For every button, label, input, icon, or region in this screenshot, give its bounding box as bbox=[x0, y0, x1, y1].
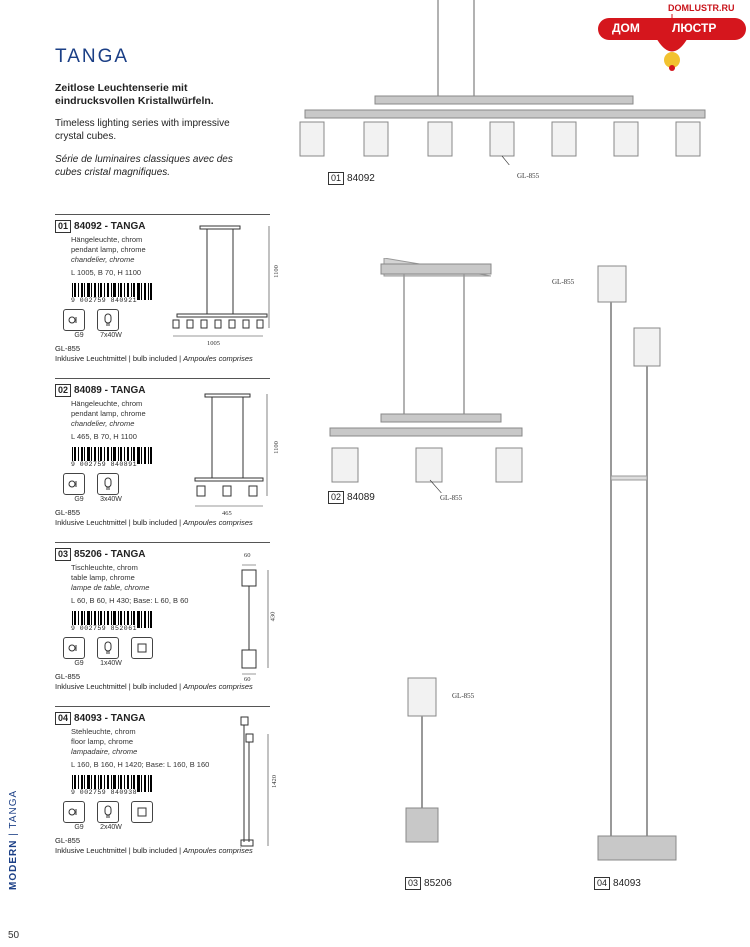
dimensions: L 160, B 160, H 1420; Base: L 160, B 160 bbox=[71, 760, 210, 769]
product-entry-84093: 04 84093 - TANGA Stehleuchte, chrom floor lamp, chrome lampadaire, chrome L 160, B 160, H 1420; Base: L 160, B 160 9 002759 840938 G9 2x40W GL-855 Inklusive Leuchtmittel | bulb included | Ampoules comprises bbox=[55, 712, 270, 855]
photo-number: 02 bbox=[328, 491, 344, 504]
side-label: MODERN | TANGA bbox=[8, 789, 19, 890]
page-title: TANGA bbox=[55, 46, 130, 67]
bulb-included-fr: Ampoules comprises bbox=[183, 354, 253, 363]
bulb-included-en: bulb included bbox=[132, 682, 178, 691]
photo-84093-floor-lamp bbox=[580, 262, 680, 872]
photo-article: 84092 bbox=[347, 173, 375, 184]
g9-socket-icon bbox=[63, 637, 85, 659]
desc-fr: chandelier, chrome bbox=[71, 419, 135, 428]
photo-84089-label bbox=[328, 491, 375, 504]
glass-code: GL-855 bbox=[55, 672, 81, 681]
bulb-included-de: Inklusive Leuchtmittel bbox=[55, 518, 127, 527]
barcode bbox=[71, 447, 153, 467]
photo-85206-table-lamp bbox=[400, 672, 450, 872]
product-number: 02 bbox=[55, 384, 71, 397]
desc-de: Hängeleuchte, chrom bbox=[71, 235, 143, 244]
dim-width: 1005 bbox=[207, 340, 220, 347]
photo-number: 01 bbox=[328, 172, 344, 185]
glass-code: GL-855 bbox=[55, 836, 81, 845]
photo-number: 03 bbox=[405, 877, 421, 890]
bulb-icon bbox=[97, 637, 119, 659]
dimensions: L 60, B 60, H 430; Base: L 60, B 60 bbox=[71, 596, 189, 605]
barcode bbox=[71, 611, 153, 631]
barcode bbox=[71, 775, 153, 795]
socket-label: G9 bbox=[74, 824, 84, 831]
desc-fr: chandelier, chrome bbox=[71, 255, 135, 264]
photo-85206-callout: GL-855 bbox=[452, 692, 475, 700]
photo-article: 85206 bbox=[424, 878, 452, 889]
desc-en: floor lamp, chrome bbox=[71, 737, 134, 746]
page-number: 50 bbox=[8, 930, 20, 941]
desc-en: pendant lamp, chrome bbox=[71, 409, 146, 418]
photo-84093-label bbox=[594, 877, 641, 890]
side-label-series: TANGA bbox=[8, 789, 19, 829]
dimensions: L 465, B 70, H 1100 bbox=[71, 432, 137, 441]
dim-width: 60 bbox=[244, 676, 251, 683]
g9-socket-icon bbox=[63, 801, 85, 823]
photo-84092-pendant bbox=[290, 0, 710, 165]
dim-height: 430 bbox=[269, 611, 277, 622]
bulb-icon bbox=[97, 309, 119, 331]
wattage-label: 3x40W bbox=[100, 496, 122, 503]
wattage-label: 2x40W bbox=[100, 824, 122, 831]
bulb-icon bbox=[97, 801, 119, 823]
divider bbox=[55, 378, 270, 379]
glass-code: GL-855 bbox=[55, 344, 81, 353]
desc-de: Tischleuchte, chrom bbox=[71, 563, 138, 572]
product-title: 84092 - TANGA bbox=[74, 221, 146, 232]
wattage-label: 7x40W bbox=[100, 332, 122, 339]
divider bbox=[55, 706, 270, 707]
photo-84089-pendant bbox=[326, 258, 526, 493]
desc-de: Stehleuchte, chrom bbox=[71, 727, 136, 736]
socket-label: G9 bbox=[74, 496, 84, 503]
desc-de: Hängeleuchte, chrom bbox=[71, 399, 143, 408]
photo-84092-callout: GL-855 bbox=[517, 172, 540, 180]
photo-84093-callout: GL-855 bbox=[552, 278, 575, 286]
side-label-category: MODERN bbox=[8, 839, 19, 890]
product-number: 03 bbox=[55, 548, 71, 561]
drawing-84093 bbox=[236, 714, 276, 854]
bulb-icon bbox=[97, 473, 119, 495]
drawing-85206 bbox=[232, 562, 276, 682]
divider bbox=[55, 542, 270, 543]
bulb-included-de: Inklusive Leuchtmittel bbox=[55, 846, 127, 855]
dim-height: 1420 bbox=[271, 775, 278, 788]
photo-84089-callout: GL-855 bbox=[440, 494, 463, 502]
product-number: 01 bbox=[55, 220, 71, 233]
photo-number: 04 bbox=[594, 877, 610, 890]
barcode bbox=[71, 283, 153, 303]
desc-fr: lampadaire, chrome bbox=[71, 747, 138, 756]
dim-height: 1100 bbox=[272, 441, 280, 454]
intro-french: Série de luminaires classiques avec des cubes cristal magnifiques. bbox=[55, 154, 233, 178]
desc-en: table lamp, chrome bbox=[71, 573, 135, 582]
photo-article: 84089 bbox=[347, 492, 375, 503]
g9-socket-icon bbox=[63, 309, 85, 331]
socket-label: G9 bbox=[74, 332, 84, 339]
bulb-included-en: bulb included bbox=[132, 518, 178, 527]
intro-english: Timeless lighting series with impressive crystal cubes. bbox=[55, 118, 230, 142]
divider bbox=[55, 214, 270, 215]
product-number: 04 bbox=[55, 712, 71, 725]
logo-text-left: ДОМ bbox=[612, 21, 640, 35]
bulb-included-de: Inklusive Leuchtmittel bbox=[55, 682, 127, 691]
product-title: 85206 - TANGA bbox=[74, 549, 146, 560]
socket-label: G9 bbox=[74, 660, 84, 667]
desc-en: pendant lamp, chrome bbox=[71, 245, 146, 254]
barcode-number: 9 002759 840921 bbox=[71, 297, 138, 304]
intro-german: Zeitlose Leuchtenserie mit eindrucksvollen Kristallwürfeln. bbox=[55, 82, 214, 107]
barcode-number: 9 002759 840938 bbox=[71, 789, 138, 796]
drawing-84089 bbox=[185, 386, 275, 514]
photo-85206-label bbox=[405, 877, 452, 890]
glass-code: GL-855 bbox=[55, 508, 81, 517]
logo-url: DOMLUSTR.RU bbox=[668, 3, 735, 13]
photo-article: 84093 bbox=[613, 878, 641, 889]
product-title: 84089 - TANGA bbox=[74, 385, 146, 396]
protection-class-icon bbox=[131, 801, 153, 823]
g9-socket-icon bbox=[63, 473, 85, 495]
bulb-included-en: bulb included bbox=[132, 846, 178, 855]
bulb-included-fr: Ampoules comprises bbox=[183, 518, 253, 527]
product-entry-84089: 02 84089 - TANGA Hängeleuchte, chrom pendant lamp, chrome chandelier, chrome L 465, B 70, H 1100 9 002759 840891 G9 3x40W GL-855 Inklusive Leuchtmittel | bulb included | Ampoules comprises bbox=[55, 384, 270, 527]
desc-fr: lampe de table, chrome bbox=[71, 583, 150, 592]
barcode-number: 9 002759 840891 bbox=[71, 461, 138, 468]
dim-top: 60 bbox=[244, 552, 251, 559]
product-title: 84093 - TANGA bbox=[74, 713, 146, 724]
bulb-included-fr: Ampoules comprises bbox=[183, 682, 253, 691]
drawing-84092 bbox=[165, 222, 275, 350]
dim-height: 1100 bbox=[272, 265, 280, 278]
dim-width: 465 bbox=[222, 510, 232, 517]
dimensions: L 1005, B 70, H 1100 bbox=[71, 268, 142, 277]
logo-text-right: ЛЮСТР bbox=[672, 21, 717, 35]
bulb-included-de: Inklusive Leuchtmittel bbox=[55, 354, 127, 363]
bulb-included-fr: Ampoules comprises bbox=[183, 846, 253, 855]
wattage-label: 1x40W bbox=[100, 660, 122, 667]
product-entry-85206: 03 85206 - TANGA Tischleuchte, chrom table lamp, chrome lampe de table, chrome L 60, B 60, H 430; Base: L 60, B 60 9 002759 852061 G9 1x40W GL-855 Inklusive Leuchtmittel | bulb included | Ampoules comprises bbox=[55, 548, 270, 691]
barcode-number: 9 002759 852061 bbox=[71, 625, 138, 632]
product-entry-84092: 01 84092 - TANGA Hängeleuchte, chrom pendant lamp, chrome chandelier, chrome L 1005, B 70, H 1100 9 002759 840921 G9 7x40W GL-855 Inklusive Leuchtmittel | bulb included | Ampoules comprises bbox=[55, 220, 270, 363]
protection-class-icon bbox=[131, 637, 153, 659]
photo-84092-label bbox=[328, 172, 375, 185]
bulb-included-en: bulb included bbox=[132, 354, 178, 363]
